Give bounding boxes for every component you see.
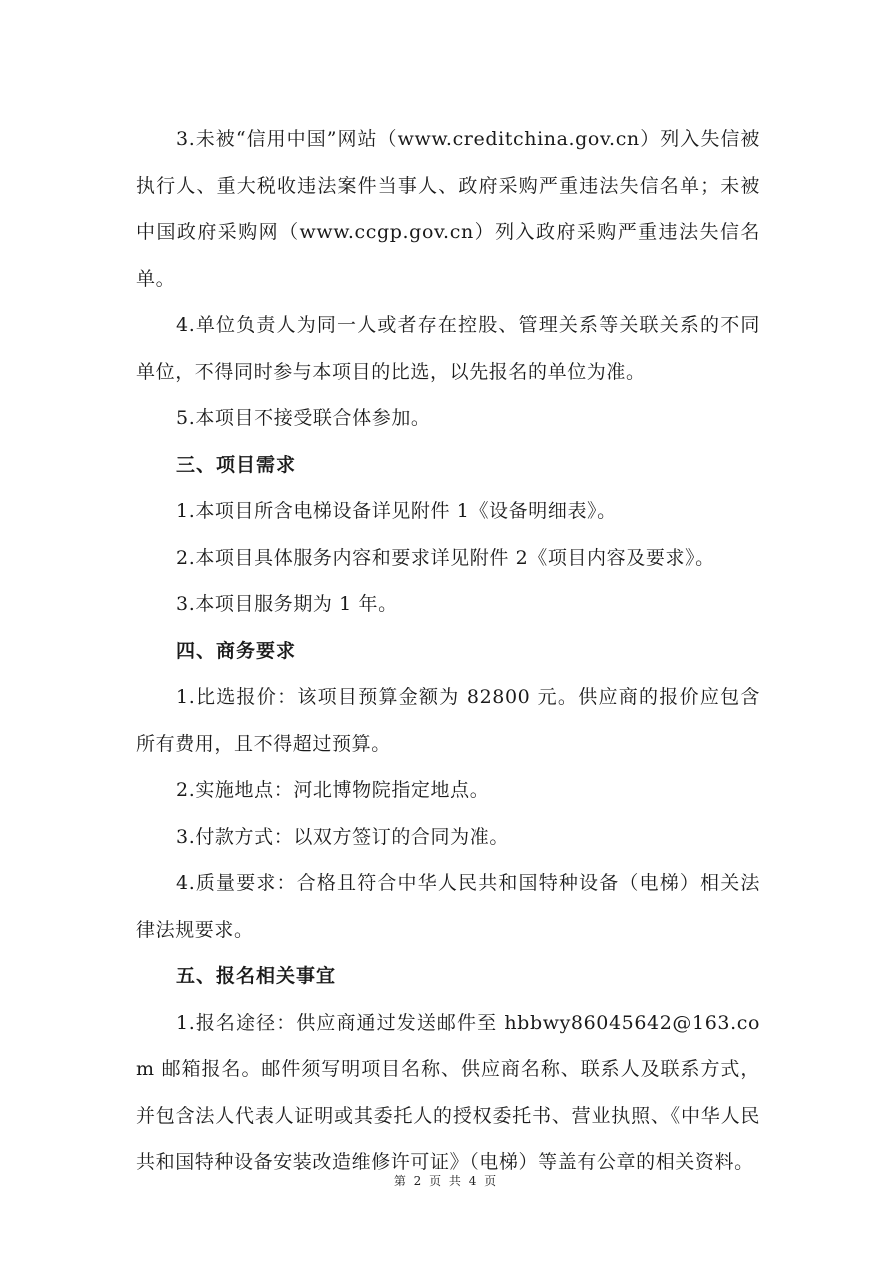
- paragraph-location: 2.实施地点：河北博物院指定地点。: [176, 779, 490, 801]
- paragraph-service-content: 2.本项目具体服务内容和要求详见附件 2《项目内容及要求》。: [176, 546, 715, 569]
- paragraph-payment: 3.付款方式：以双方签订的合同为准。: [176, 825, 509, 848]
- paragraph-credit-requirement: 3.未被“信用中国”网站（www.creditchina.gov.cn）列入失信被执行人、重大税收违法案件当事人、政府采购严重违法失信名单；未被中国政府采购网（www.ccgp.gov.cn）列入政府采购严重违法失信名单。: [136, 128, 760, 290]
- paragraph-related-entities: 4.单位负责人为同一人或者存在控股、管理关系等关联关系的不同单位，不得同时参与本项目的比选，以先报名的单位为准。: [136, 314, 760, 383]
- section-heading-business-requirements: 四、商务要求: [176, 639, 297, 662]
- paragraph-quality: 4.质量要求：合格且符合中华人民共和国特种设备（电梯）相关法律法规要求。: [136, 872, 760, 941]
- paragraph-quotation: 1.比选报价：该项目预算金额为 82800 元。供应商的报价应包含所有费用，且不得超过预算。: [136, 686, 760, 755]
- page-number-footer: 第 2 页 共 4 页: [393, 1174, 499, 1188]
- section-heading-project-requirements: 三、项目需求: [176, 453, 297, 476]
- paragraph-no-consortium: 5.本项目不接受联合体参加。: [176, 407, 431, 429]
- paragraph-service-period: 3.本项目服务期为 1 年。: [176, 593, 398, 615]
- paragraph-equipment-list: 1.本项目所含电梯设备详见附件 1《设备明细表》。: [176, 500, 617, 522]
- document-body: [136, 116, 760, 1186]
- paragraph-registration-method: 1.报名途径：供应商通过发送邮件至 hbbwy86045642@163.com 邮箱报名。邮件须写明项目名称、供应商名称、联系人及联系方式，并包含法人代表人证明或其委托人的授权委托书、营业执照、《中华人民共和国特种设备安装改造维修许可证》（电梯）等盖有公章的相关资料。: [136, 1011, 760, 1173]
- section-heading-registration: 五、报名相关事宜: [176, 965, 337, 987]
